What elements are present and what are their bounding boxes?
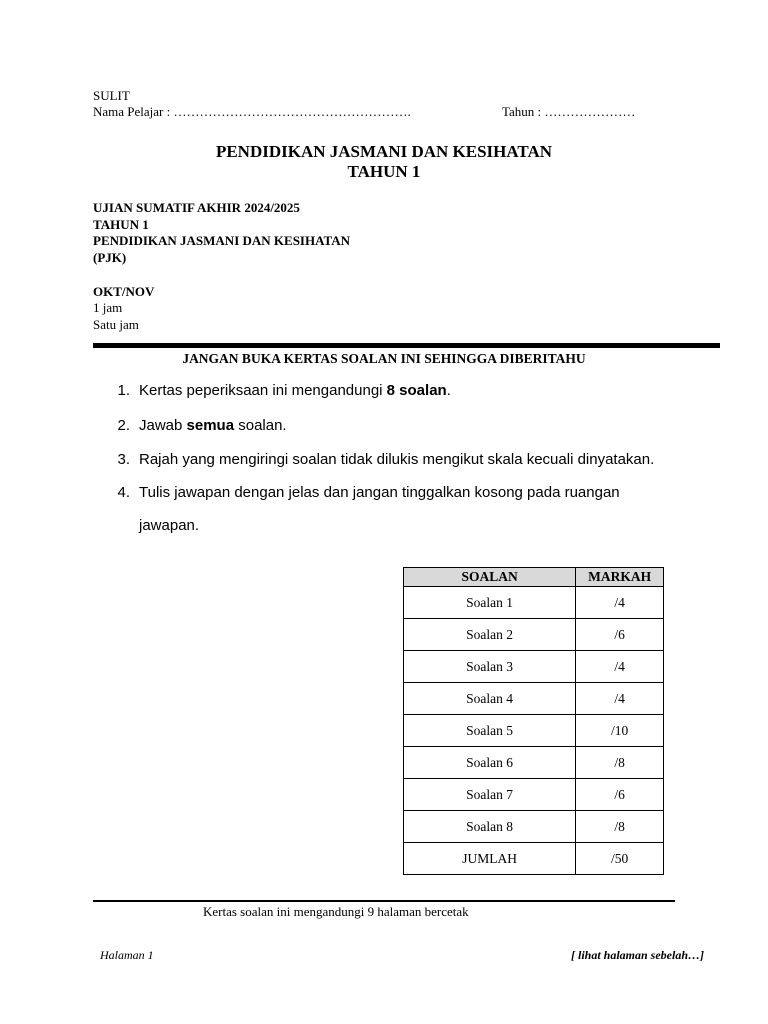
table-row [404, 779, 664, 811]
exam-duration-words: Satu jam [93, 317, 139, 332]
marks-cell[interactable]: /4 [576, 683, 664, 715]
student-name-field[interactable]: Nama Pelajar : ………………………………………………. [93, 104, 411, 119]
exam-subject: PENDIDIKAN JASMANI DAN KESIHATAN [93, 233, 351, 248]
classification-label: SULIT [93, 88, 130, 103]
marks-cell[interactable]: /4 [576, 587, 664, 619]
table-row [404, 715, 664, 747]
page-count-note: Kertas soalan ini mengandungi 9 halaman bercetak [203, 904, 469, 919]
question-cell: Soalan 1 [404, 587, 576, 619]
exam-name: UJIAN SUMATIF AKHIR 2024/2025 [93, 200, 300, 215]
year-field[interactable]: Tahun : ………………… [502, 104, 636, 119]
question-cell: Soalan 8 [404, 811, 576, 843]
warning-text: JANGAN BUKA KERTAS SOALAN INI SEHINGGA DIBERITAHU [182, 351, 586, 366]
total-marks-cell[interactable]: /50 [576, 843, 664, 875]
total-label-cell: JUMLAH [404, 843, 576, 875]
marks-table [403, 567, 664, 875]
marks-cell[interactable]: /6 [576, 619, 664, 651]
question-cell: Soalan 6 [404, 747, 576, 779]
instruction-number: 4. [117, 484, 130, 501]
marks-cell[interactable]: /10 [576, 715, 664, 747]
page-number: Halaman 1 [100, 948, 154, 962]
exam-year: TAHUN 1 [93, 217, 149, 232]
year-title: TAHUN 1 [347, 162, 421, 181]
table-header-row [404, 568, 664, 587]
instruction-text: Rajah yang mengiringi soalan tidak dilukis mengikut skala kecuali dinyatakan. [139, 451, 655, 468]
instruction-text: Tulis jawapan dengan jelas dan jangan tinggalkan kosong pada ruangan [139, 484, 620, 501]
marks-cell[interactable]: /4 [576, 651, 664, 683]
marks-cell[interactable]: /8 [576, 811, 664, 843]
instruction-text: Jawab semua soalan. [139, 417, 287, 434]
table-row [404, 747, 664, 779]
subject-title: PENDIDIKAN JASMANI DAN KESIHATAN [215, 142, 553, 161]
table-row [404, 811, 664, 843]
table-row [404, 683, 664, 715]
marks-cell[interactable]: /8 [576, 747, 664, 779]
header-divider [93, 343, 720, 348]
question-cell: Soalan 7 [404, 779, 576, 811]
table-row [404, 619, 664, 651]
marks-cell[interactable]: /6 [576, 779, 664, 811]
table-total-row [404, 843, 664, 875]
instruction-number: 3. [117, 451, 130, 468]
exam-session: OKT/NOV [93, 284, 155, 299]
column-header-question: SOALAN [404, 568, 576, 587]
instruction-number: 1. [117, 382, 130, 399]
column-header-marks: MARKAH [576, 568, 664, 587]
question-cell: Soalan 5 [404, 715, 576, 747]
question-cell: Soalan 4 [404, 683, 576, 715]
question-cell: Soalan 3 [404, 651, 576, 683]
instruction-4-continued: jawapan. [139, 517, 200, 534]
next-page-note: [ lihat halaman sebelah…] [570, 948, 704, 962]
exam-subject-code: (PJK) [93, 250, 127, 265]
instruction-text: Kertas peperiksaan ini mengandungi 8 soalan. [139, 382, 451, 399]
instruction-number: 2. [117, 417, 130, 434]
exam-duration: 1 jam [93, 300, 123, 315]
table-row [404, 651, 664, 683]
footer-divider [93, 900, 675, 902]
question-cell: Soalan 2 [404, 619, 576, 651]
table-row [404, 587, 664, 619]
